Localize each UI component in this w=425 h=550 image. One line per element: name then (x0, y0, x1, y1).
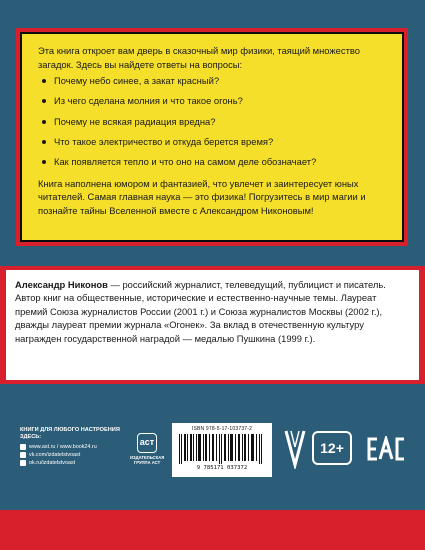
teaser-panel (20, 32, 404, 242)
author-panel (6, 270, 419, 380)
author-bio: — российский журналист, телеведущий, публицист и писатель. Автор книг на общественные, исторические и естественно-научные темы. Лауреат премий Союза журналистов России (2001 г.) и Союза журналистов Москвы (2002 г.), дважды лауреат премии журнала «Огонек». За вклад в отечественную культуру награжден государственной наградой — медалью Пушкина (1999 г.). (15, 279, 386, 344)
barcode-block (172, 423, 272, 477)
isbn-text: ISBN 978-5-17-103737-2 (191, 426, 253, 432)
ean-text: 9 785171 037372 (196, 465, 248, 471)
publisher-logo (130, 433, 164, 473)
promo-link-site[interactable]: www.ast.ru / www.book24.ru (20, 443, 120, 451)
promo-heading: КНИГИ ДЛЯ ЛЮБОГО НАСТРОЕНИЯ ЗДЕСЬ: (20, 427, 120, 440)
v-logo-icon (284, 429, 306, 469)
footer (0, 395, 425, 510)
vk-icon (20, 452, 26, 458)
author-frame (0, 266, 425, 384)
publisher-caption: ИЗДАТЕЛЬСКАЯ ГРУППА АСТ (130, 455, 165, 465)
barcode-icon (177, 434, 267, 464)
promo-link-ok[interactable]: ok.ru/izdatelstvoast (20, 459, 120, 467)
author-bio-paragraph (15, 278, 410, 345)
globe-icon (20, 444, 26, 450)
age-rating-badge: 12+ (312, 431, 352, 465)
list-item: Как появляется тепло и что оно на самом деле обозначает? (42, 155, 388, 169)
teaser-outro: Книга наполнена юмором и фантазией, что увлечет и заинтересует юных читателей. Самая главная наука — это физика! Погрузитесь в мир магии и познайте тайны Вселенной вместе с Александром Никоновым! (38, 177, 366, 216)
bottom-band (0, 510, 425, 550)
promo-link-vk[interactable]: vk.com/izdatelstvoast (20, 451, 120, 459)
ast-logo-icon: аст (137, 433, 157, 453)
teaser-intro: Эта книга откроет вам дверь в сказочный мир физики, таящий множество загадок. Здесь вы найдете ответы на вопросы: (38, 45, 360, 70)
eac-mark-icon (366, 436, 406, 462)
list-item: Из чего сделана молния и что такое огонь? (42, 94, 388, 108)
teaser-frame (16, 28, 408, 246)
list-item: Почему не всякая радиация вредна? (42, 115, 388, 129)
author-name: Александр Никонов (15, 279, 108, 290)
ok-icon (20, 460, 26, 466)
list-item: Почему небо синее, а закат красный? (42, 74, 388, 88)
list-item: Что такое электричество и откуда берется время? (42, 135, 388, 149)
question-list (42, 74, 388, 168)
promo-block (20, 427, 120, 467)
